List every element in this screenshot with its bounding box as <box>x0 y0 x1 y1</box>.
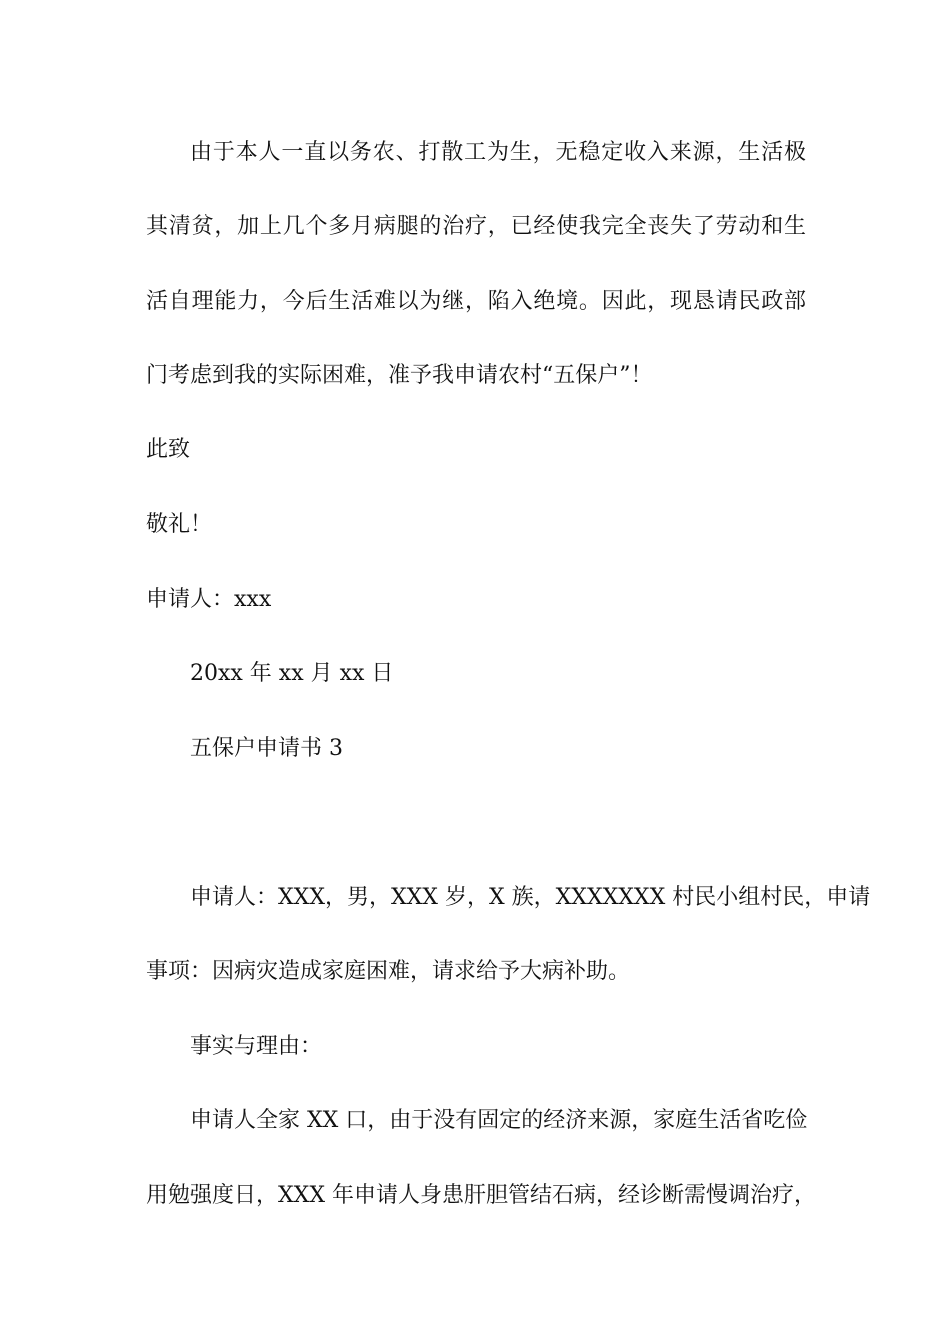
paragraph-line: 活自理能力，今后生活难以为继，陷入绝境。因此，现恳请民政部 <box>146 289 806 314</box>
applicant-signature: 申请人：xxx <box>146 587 272 612</box>
section-title: 五保户申请书 3 <box>190 736 343 761</box>
closing-salutation: 此致 <box>146 437 191 462</box>
facts-heading: 事实与理由： <box>190 1034 323 1059</box>
paragraph-line: 其清贫，加上几个多月病腿的治疗，已经使我完全丧失了劳动和生 <box>146 214 806 239</box>
paragraph-line: 由于本人一直以务农、打散工为生，无稳定收入来源，生活极 <box>190 140 806 165</box>
paragraph-line: 申请人：XXX，男，XXX 岁，X 族，XXXXXXX 村民小组村民，申请 <box>190 885 871 910</box>
paragraph-line: 申请人全家 XX 口，由于没有固定的经济来源，家庭生活省吃俭 <box>190 1108 808 1133</box>
closing-regards: 敬礼！ <box>146 512 213 537</box>
paragraph-line: 用勉强度日，XXX 年申请人身患肝胆管结石病，经诊断需慢调治疗， <box>146 1183 816 1208</box>
paragraph-line: 门考虑到我的实际困难，准予我申请农村“五保户”！ <box>146 363 653 388</box>
paragraph-line: 事项：因病灾造成家庭困难，请求给予大病补助。 <box>146 959 631 984</box>
application-date: 20xx 年 xx 月 xx 日 <box>190 661 394 686</box>
